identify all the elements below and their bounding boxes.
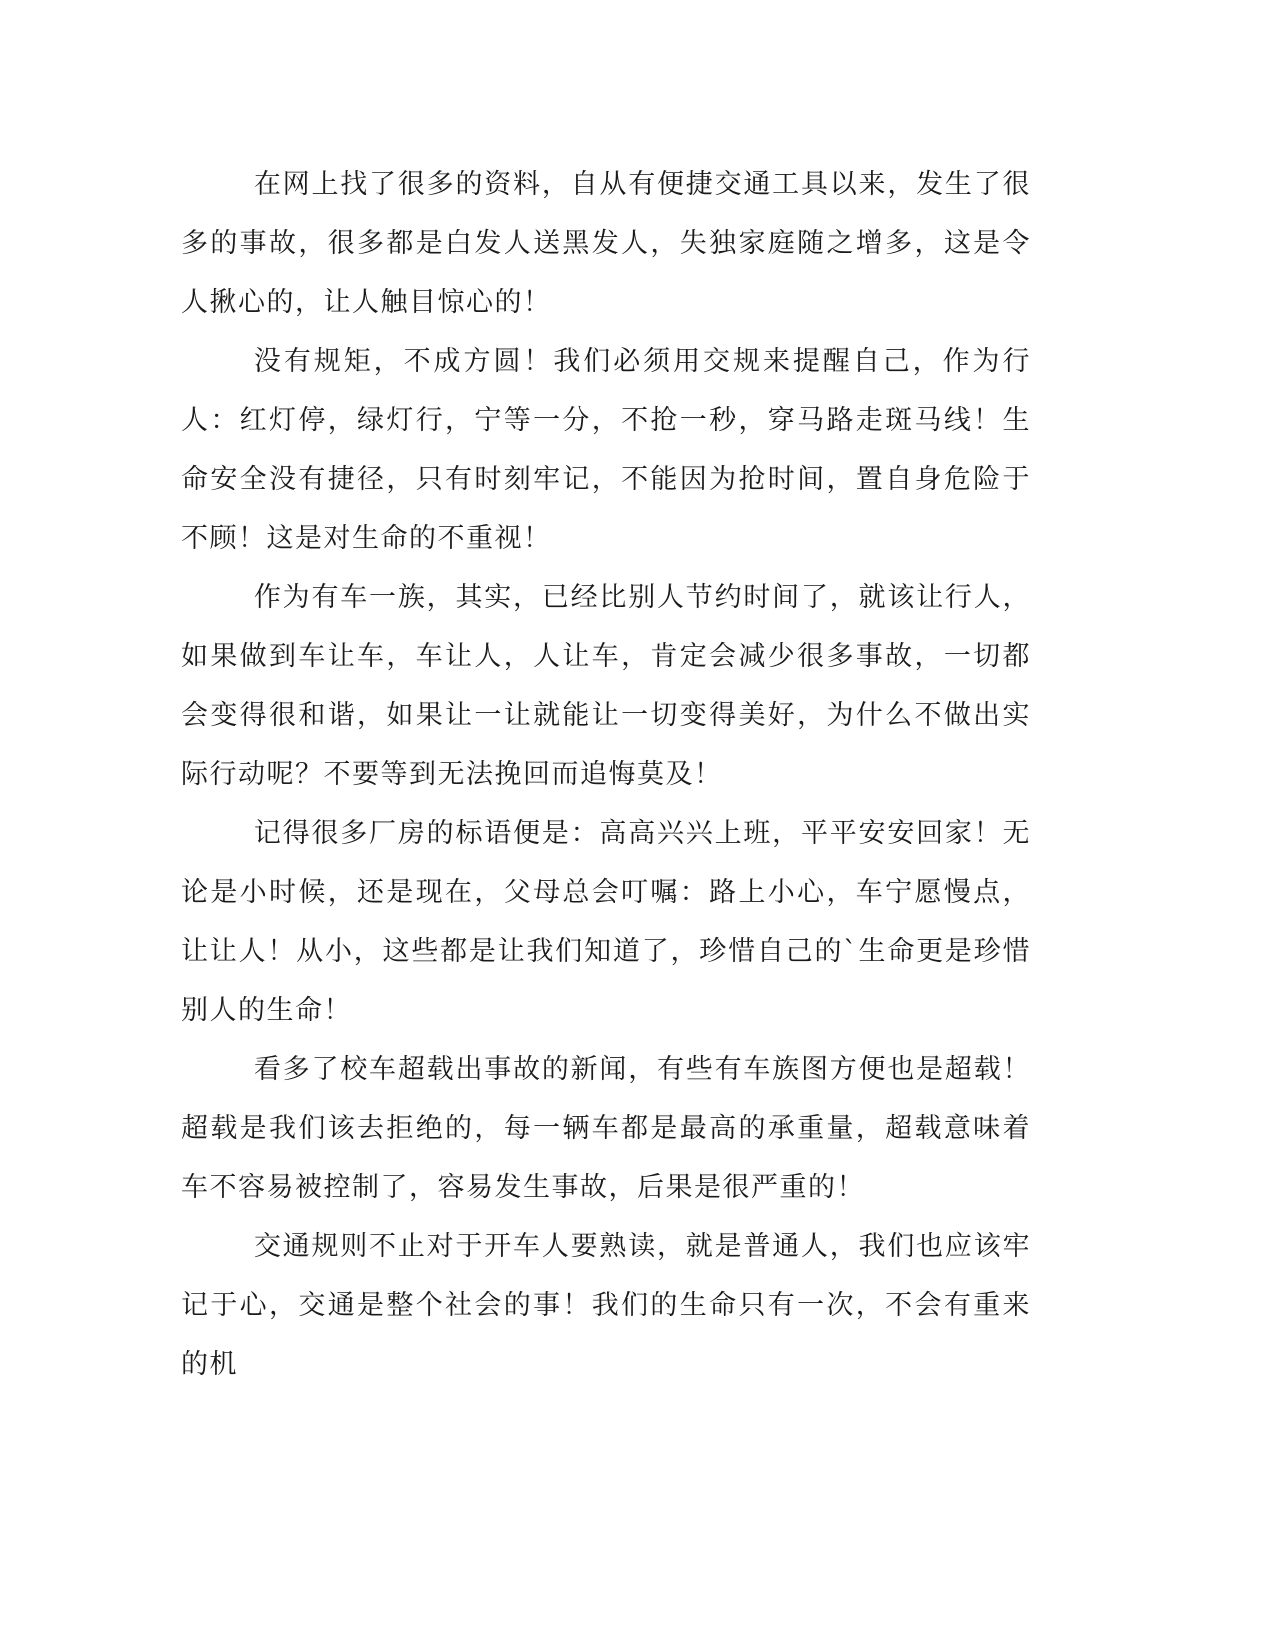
document-body bbox=[181, 155, 1031, 1394]
paragraph-2: 没有规矩，不成方圆！我们必须用交规来提醒自己，作为行人：红灯停，绿灯行，宁等一分，不抢一秒，穿马路走斑马线！生命安全没有捷径，只有时刻牢记，不能因为抢时间，置自身危险于不顾！这是对生命的不重视！ bbox=[181, 346, 1031, 554]
paragraph-5: 看多了校车超载出事故的新闻，有些有车族图方便也是超载！超载是我们该去拒绝的，每一辆车都是最高的承重量，超载意味着车不容易被控制了，容易发生事故，后果是很严重的！ bbox=[181, 1054, 1031, 1203]
paragraph-6: 交通规则不止对于开车人要熟读，就是普通人，我们也应该牢记于心，交通是整个社会的事！我们的生命只有一次，不会有重来的机 bbox=[181, 1231, 1031, 1380]
paragraph-1: 在网上找了很多的资料，自从有便捷交通工具以来，发生了很多的事故，很多都是白发人送黑发人，失独家庭随之增多，这是令人揪心的，让人触目惊心的！ bbox=[181, 169, 1031, 318]
paragraph-3: 作为有车一族，其实，已经比别人节约时间了，就该让行人，如果做到车让车，车让人，人让车，肯定会减少很多事故，一切都会变得很和谐，如果让一让就能让一切变得美好，为什么不做出实际行动呢？不要等到无法挽回而追悔莫及！ bbox=[181, 582, 1031, 790]
paragraph-4: 记得很多厂房的标语便是：高高兴兴上班，平平安安回家！无论是小时候，还是现在，父母总会叮嘱：路上小心，车宁愿慢点，让让人！从小，这些都是让我们知道了，珍惜自己的`生命更是珍惜别人的生命！ bbox=[181, 818, 1031, 1026]
